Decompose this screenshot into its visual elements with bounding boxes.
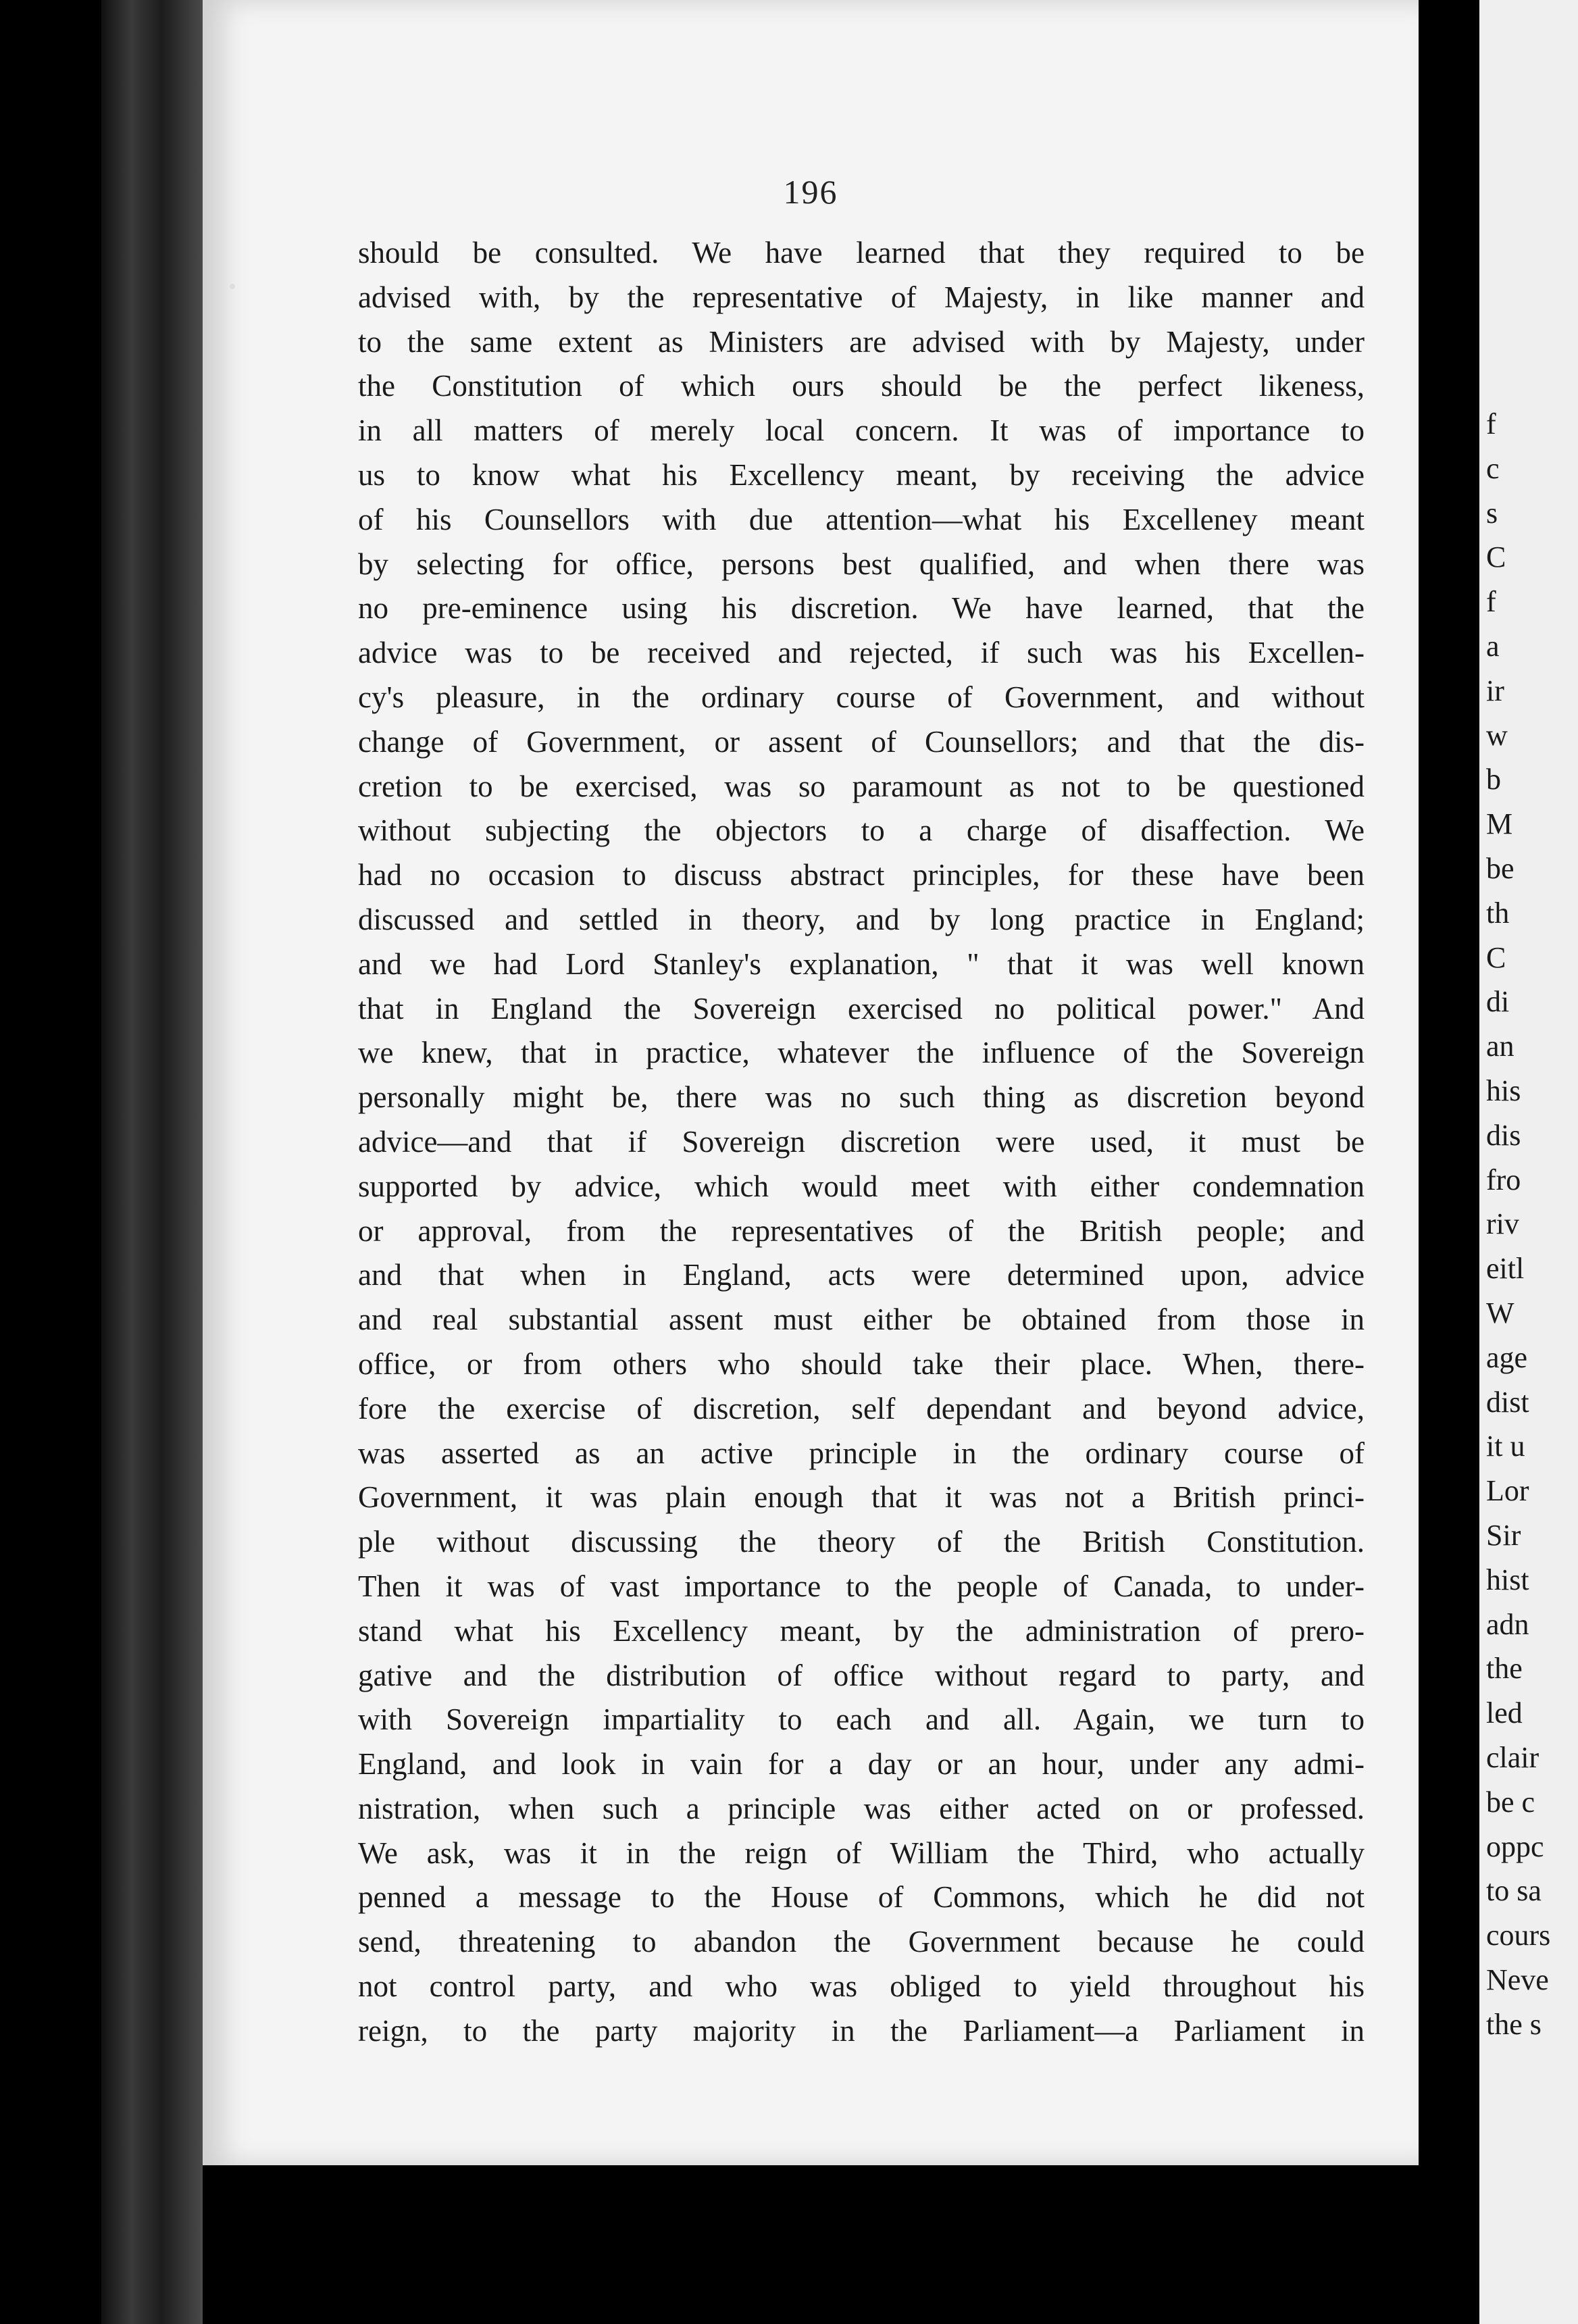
adjacent-text-fragment: c [1486,451,1500,485]
adjacent-text-fragment: an [1486,1030,1515,1063]
adjacent-text-fragment: it u [1486,1430,1525,1463]
text-line: send, threatening to abandon the Government because he could [358,1925,1365,1959]
text-line: We ask, was it in the reign of William the Third, who actually [358,1836,1365,1870]
scan-speck [230,284,235,289]
adjacent-text-fragment: Lor [1486,1474,1529,1508]
text-line: had no occasion to discuss abstract principles, for these have been [358,858,1365,892]
text-line: advised with, by the representative of Majesty, in like manner and [358,280,1365,314]
adjacent-page-edge [1479,0,1578,2324]
adjacent-text-fragment: di [1486,985,1510,1019]
adjacent-text-fragment: eitl [1486,1252,1525,1286]
page-number: 196 [783,173,838,211]
adjacent-text-fragment: adn [1486,1607,1529,1641]
adjacent-text-fragment: Sir [1486,1518,1521,1552]
adjacent-text-fragment: hist [1486,1563,1529,1596]
adjacent-text-fragment: his [1486,1073,1521,1107]
text-line: in all matters of merely local concern. It was of importance to [358,413,1365,448]
adjacent-text-fragment: be c [1486,1785,1535,1819]
text-line: and real substantial assent must either be obtained from those in [358,1303,1365,1337]
text-line: us to know what his Excellency meant, by receiving the advice [358,457,1365,492]
adjacent-text-fragment: led [1486,1696,1523,1730]
text-line: office, or from others who should take their place. When, there- [358,1346,1365,1381]
text-line: with Sovereign impartiality to each and all. Again, we turn to [358,1702,1365,1737]
page-gutter [1419,0,1479,2324]
adjacent-text-fragment: Neve [1486,1963,1549,1996]
text-line: advice—and that if Sovereign discretion were used, it must be [358,1124,1365,1159]
adjacent-text-fragment: C [1486,540,1506,574]
adjacent-text-fragment: th [1486,896,1510,930]
text-line: supported by advice, which would meet with either condemnation [358,1169,1365,1203]
text-line: stand what his Excellency meant, by the administration of prero- [358,1613,1365,1648]
page-body-text [358,231,1365,2054]
text-line: Then it was of vast importance to the people of Canada, to under- [358,1569,1365,1603]
text-line: of his Counsellors with due attention—what his Excelleney meant [358,502,1365,536]
book-page [203,0,1419,2165]
adjacent-text-fragment: a [1486,629,1500,663]
text-line: without subjecting the objectors to a charge of disaffection. We [358,813,1365,848]
text-line: not control party, and who was obliged to yield throughout his [358,1969,1365,2004]
text-line: advice was to be received and rejected, if such was his Excellen- [358,636,1365,670]
adjacent-text-fragment: dis [1486,1118,1521,1152]
adjacent-text-fragment: the s [1486,2007,1542,2041]
text-line: was asserted as an active principle in the ordinary course of [358,1436,1365,1470]
text-line: should be consulted. We have learned that they required to be [358,236,1365,270]
adjacent-text-fragment: M [1486,807,1513,841]
adjacent-text-fragment: riv [1486,1207,1519,1241]
book-binding-edge [101,0,203,2324]
text-line: gative and the distribution of office without regard to party, and [358,1658,1365,1692]
text-line: Government, it was plain enough that it was not a British princi- [358,1480,1365,1515]
text-line: reign, to the party majority in the Parliament—a Parliament in [358,2013,1365,2048]
text-line: by selecting for office, persons best qualified, and when there was [358,547,1365,581]
text-line: and that when in England, acts were determined upon, advice [358,1258,1365,1292]
text-line: or approval, from the representatives of the British people; and [358,1213,1365,1248]
adjacent-text-fragment: be [1486,851,1515,885]
text-line: the Constitution of which ours should be the perfect likeness, [358,369,1365,403]
adjacent-text-fragment: clair [1486,1740,1539,1774]
text-line: nistration, when such a principle was either acted on or professed. [358,1791,1365,1825]
adjacent-text-fragment: W [1486,1296,1515,1330]
text-line: that in England the Sovereign exercised no political power." And [358,991,1365,1026]
adjacent-text-fragment: f [1486,585,1496,619]
adjacent-text-fragment: f [1486,407,1496,440]
text-line: discussed and settled in theory, and by long practice in England; [358,902,1365,936]
text-line: we knew, that in practice, whatever the influence of the Sovereign [358,1036,1365,1070]
text-line: ple without discussing the theory of the British Constitution. [358,1525,1365,1559]
adjacent-text-fragment: fro [1486,1163,1521,1196]
text-line: personally might be, there was no such thing as discretion beyond [358,1080,1365,1115]
adjacent-text-fragment: oppc [1486,1829,1544,1863]
adjacent-text-fragment: the [1486,1652,1523,1686]
adjacent-page-text-fragments [1486,402,1550,2046]
text-line: and we had Lord Stanley's explanation, " that it was well known [358,946,1365,981]
text-line: to the same extent as Ministers are advised with by Majesty, under [358,324,1365,359]
adjacent-text-fragment: to sa [1486,1874,1542,1908]
adjacent-text-fragment: dist [1486,1385,1529,1419]
text-line: penned a message to the House of Commons, which he did not [358,1880,1365,1915]
adjacent-text-fragment: cours [1486,1919,1551,1952]
text-line: change of Government, or assent of Counsellors; and that the dis- [358,724,1365,759]
adjacent-text-fragment: C [1486,940,1506,974]
text-line: fore the exercise of discretion, self dependant and beyond advice, [358,1391,1365,1425]
adjacent-text-fragment: b [1486,763,1501,797]
text-line: cretion to be exercised, was so paramount as not to be questioned [358,769,1365,803]
text-line: England, and look in vain for a day or an hour, under any admi- [358,1747,1365,1782]
adjacent-text-fragment: ir [1486,674,1504,707]
adjacent-text-fragment: age [1486,1340,1528,1374]
adjacent-text-fragment: w [1486,718,1508,752]
text-line: no pre-eminence using his discretion. We have learned, that the [358,591,1365,626]
adjacent-text-fragment: s [1486,496,1498,530]
text-line: cy's pleasure, in the ordinary course of Government, and without [358,680,1365,714]
